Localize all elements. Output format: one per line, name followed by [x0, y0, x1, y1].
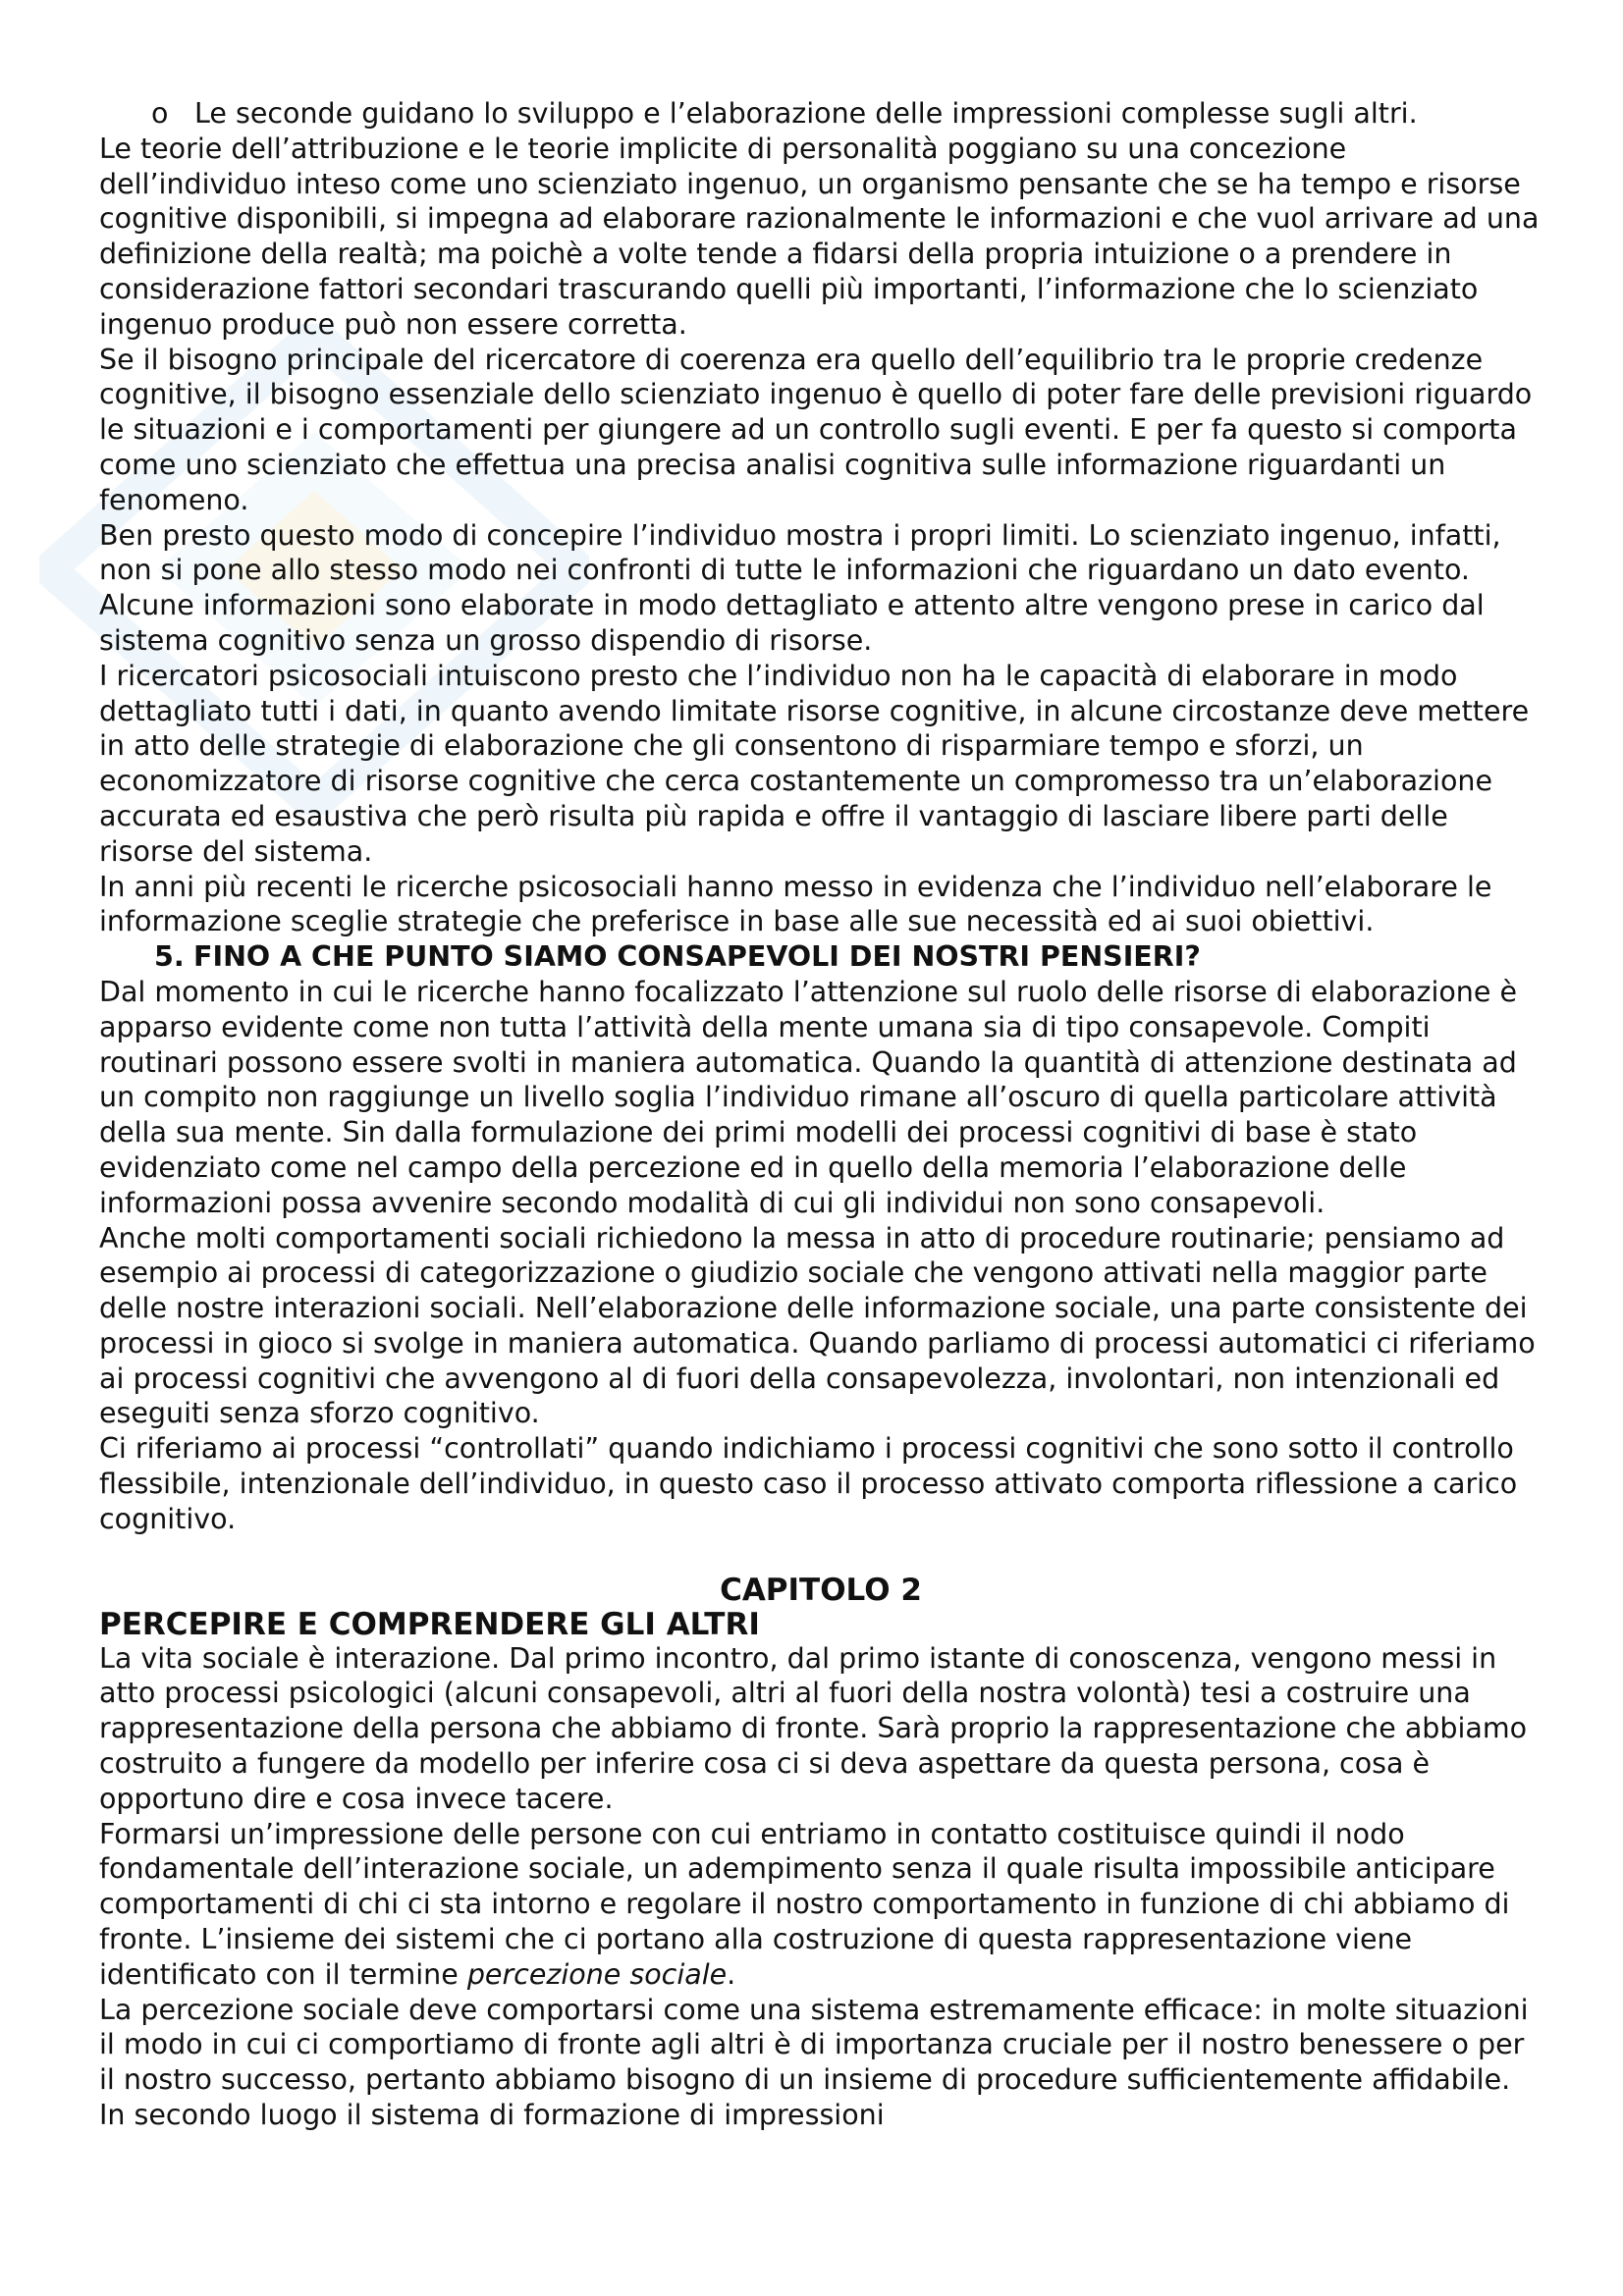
- paragraph: Ci riferiamo ai processi “controllati” quando indichiamo i processi cognitivi che sono sotto il controllo flessibile, intenzionale dell’individuo, in questo caso il processo attivato comporta riflessione a carico cognitivo.: [99, 1432, 1518, 1535]
- chapter-subtitle: PERCEPIRE E COMPRENDERE GLI ALTRI: [99, 1606, 760, 1642]
- bullet-marker: o: [151, 97, 169, 130]
- paragraph: In anni più recenti le ricerche psicosociali hanno messo in evidenza che l’individuo nell’elaborare le informazione sceglie strategie che preferisce in base alle sue necessità ed ai suoi obiettivi.: [99, 870, 1492, 938]
- paragraph-text: Formarsi un’impressione delle persone con cui entriamo in contatto costituisce quindi il nodo fondamentale dell’interazione sociale, un adempimento senza il quale risulta impossibile anticipare comportamenti di chi ci sta intorno e regolare il nostro comportamento in funzione di chi abbiamo di fronte. L’insieme dei sistemi che ci portano alla costruzione di questa rappresentazione viene identificato con il termine: [99, 1817, 1510, 1991]
- paragraph: La percezione sociale deve comportarsi come una sistema estremamente efficace: in molte situazioni il modo in cui ci comportiamo di fronte agli altri è di importanza cruciale per il nostro benessere o per il nostro successo, pertanto abbiamo bisogno di un insieme di procedure sufficientemente affidabile. In secondo luogo il sistema di formazione di impressioni: [99, 1993, 1529, 2132]
- paragraph: Se il bisogno principale del ricercatore di coerenza era quello dell’equilibrio tra le proprie credenze cognitive, il bisogno essenziale dello scienziato ingenuo è quello di poter fare delle previsioni riguardo le situazioni e i comportamenti per giungere ad un controllo sugli eventi. E per fa questo si comporta come uno scienziato che effettua una precisa analisi cognitiva sulle informazione riguardanti un fenomeno.: [99, 343, 1533, 516]
- section-number: 5.: [154, 940, 185, 974]
- paragraph: Dal momento in cui le ricerche hanno focalizzato l’attenzione sul ruolo delle risorse di elaborazione è apparso evidente come non tutta l’attività della mente umana sia di tipo consapevole. Compiti routinari possono essere svolti in maniera automatica. Quando la quantità di attenzione destinata ad un compito non raggiunge un livello soglia l’individuo rimane all’oscuro di quella particolare attività della sua mente. Sin dalla formulazione dei primi modelli dei processi cognitivi di base è stato evidenziato come nel campo della percezione ed in quello della memoria l’elaborazione delle informazioni possa avvenire secondo modalità di cui gli individui non sono consapevoli.: [99, 975, 1517, 1219]
- paragraph: I ricercatori psicosociali intuiscono presto che l’individuo non ha le capacità di elaborare in modo dettagliato tutti i dati, in quanto avendo limitate risorse cognitive, in alcune circostanze deve mettere in atto delle strategie di elaborazione che gli consentono di risparmiare tempo e sforzi, un economizzatore di risorse cognitive che cerca costantemente un compromesso tra un’elaborazione accurata ed esaustiva che però risulta più rapida e offre il vantaggio di lasciare libere parti delle risorse del sistema.: [99, 659, 1530, 868]
- paragraph: La vita sociale è interazione. Dal primo incontro, dal primo istante di conoscenza, vengono messi in atto processi psicologici (alcuni consapevoli, altri al fuori della nostra volontà) tesi a costruire una rappresentazione della persona che abbiamo di fronte. Sarà proprio la rappresentazione che abbiamo costruito a fungere da modello per inferire cosa ci si deva aspettare da questa persona, cosa è opportuno dire e cosa invece tacere.: [99, 1641, 1528, 1815]
- bullet-item: [99, 96, 1542, 132]
- paragraph: Ben presto questo modo di concepire l’individuo mostra i propri limiti. Lo scienziato ingenuo, infatti, non si pone allo stesso modo nei confronti di tutte le informazioni che riguardano un dato evento. Alcune informazioni sono elaborate in modo dettagliato e attento altre vengono prese in carico dal sistema cognitivo senza un grosso dispendio di risorse.: [99, 518, 1501, 657]
- bullet-text: Le seconde guidano lo sviluppo e l’elaborazione delle impressioni complesse sugli altri.: [194, 97, 1418, 130]
- emphasized-term: percezione sociale: [466, 1957, 728, 1991]
- section-heading: [99, 939, 1542, 975]
- paragraph: [99, 1817, 1542, 1993]
- spacer: [99, 1537, 1542, 1573]
- document-page: [99, 96, 1542, 2133]
- paragraph-text: .: [727, 1957, 736, 1991]
- paragraph: Anche molti comportamenti sociali richiedono la messa in atto di procedure routinarie; pensiamo ad esempio ai processi di categorizzazione o giudizio sociale che vengono attivati nella maggior parte delle nostre interazioni sociali. Nell’elaborazione delle informazione sociale, una parte consistente dei processi in gioco si svolge in maniera automatica. Quando parliamo di processi automatici ci riferiamo ai processi cognitivi che avvengono al di fuori della consapevolezza, involontari, non intenzionali ed eseguiti senza sforzo cognitivo.: [99, 1221, 1536, 1430]
- paragraph: Le teorie dell’attribuzione e le teorie implicite di personalità poggiano su una concezione dell’individuo inteso come uno scienziato ingenuo, un organismo pensante che se ha tempo e risorse cognitive disponibili, si impegna ad elaborare razionalmente le informazioni e che vuol arrivare ad una definizione della realtà; ma poichè a volte tende a fidarsi della propria intuizione o a prendere in considerazione fattori secondari trascurando quelli più importanti, l’informazione che lo scienziato ingenuo produce può non essere corretta.: [99, 132, 1540, 341]
- chapter-title: CAPITOLO 2: [720, 1572, 922, 1608]
- section-title: FINO A CHE PUNTO SIAMO CONSAPEVOLI DEI NOSTRI PENSIERI?: [193, 940, 1201, 974]
